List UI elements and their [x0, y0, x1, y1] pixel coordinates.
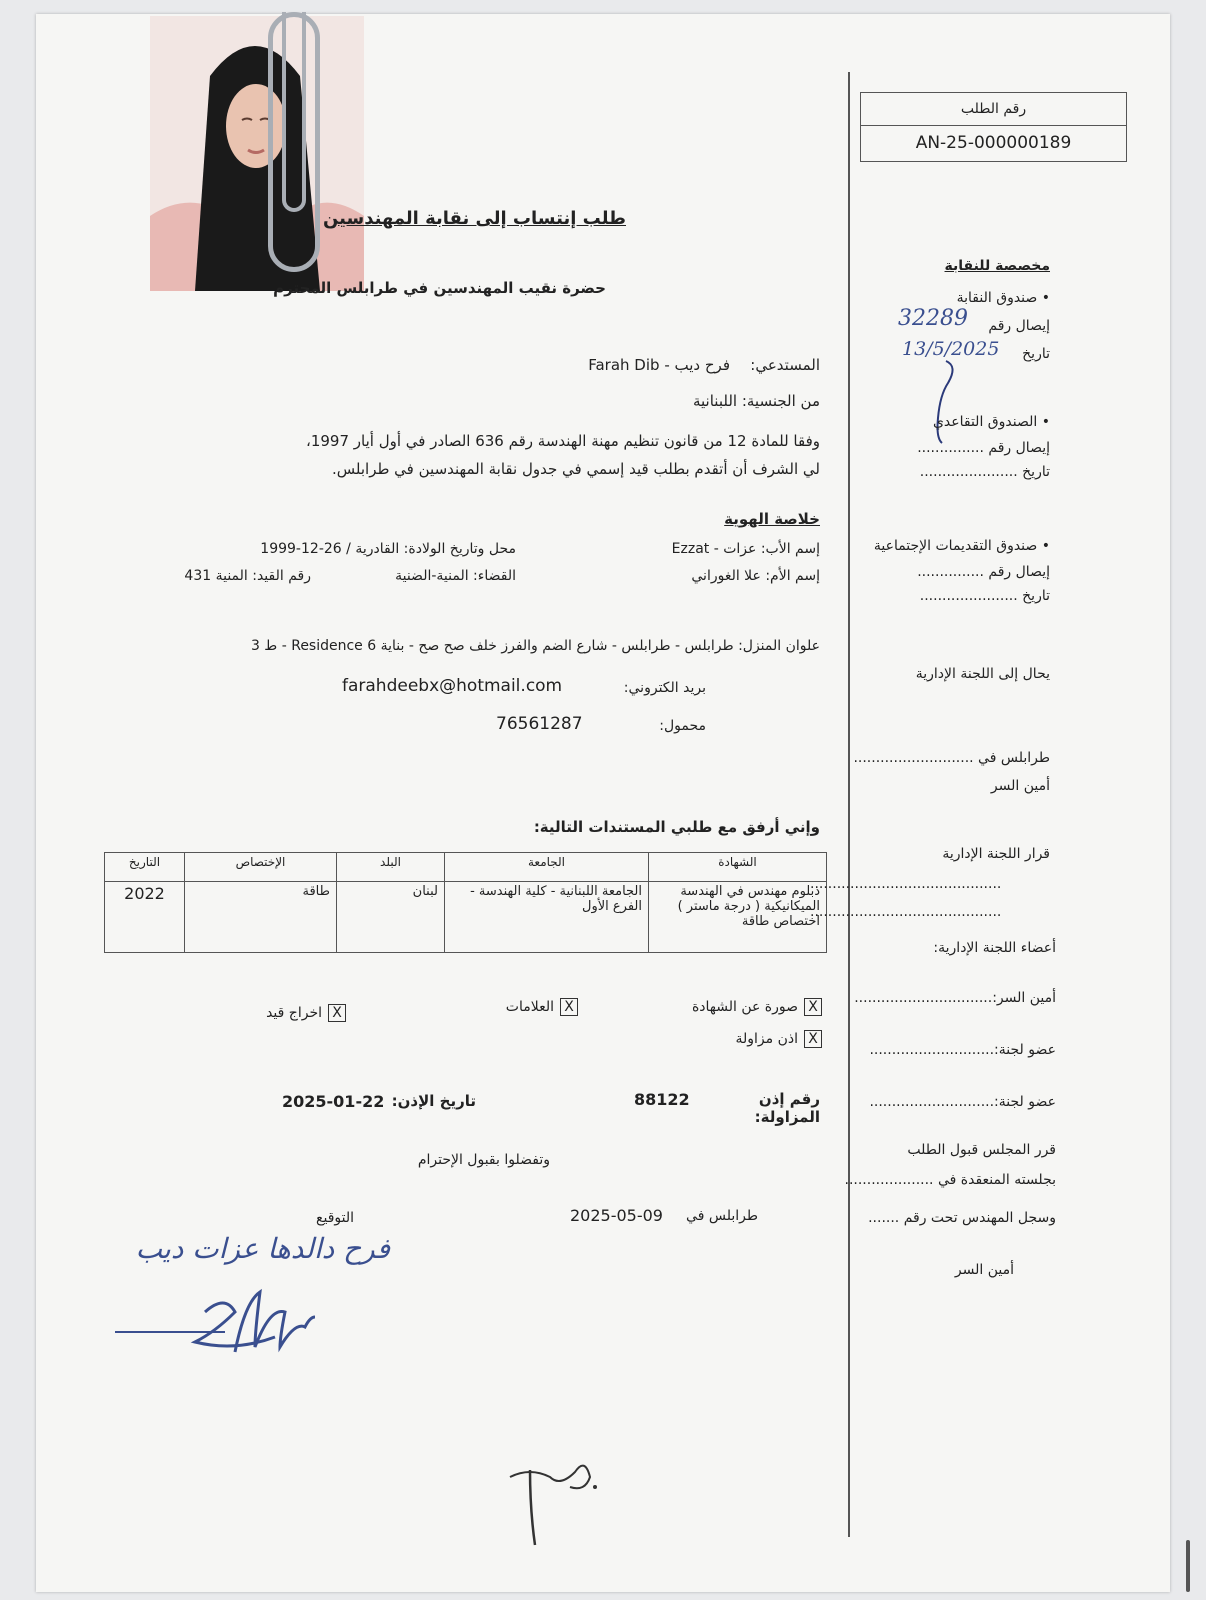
- table-header-row: [105, 853, 827, 882]
- committee-decision-line: ...........................................: [810, 904, 1002, 920]
- table-cell-country: لبنان: [337, 882, 445, 953]
- applicant-label: المستدعي:: [750, 356, 820, 374]
- social-receipt: إيصال رقم ...............: [917, 564, 1050, 580]
- check-label: العلامات: [505, 999, 554, 1015]
- place-date-label: طرابلس في: [686, 1208, 758, 1224]
- official-signature: [505, 1452, 605, 1552]
- union-receipt-label: إيصال رقم: [988, 318, 1050, 334]
- council-session: بجلسته المنعقدة في ....................: [844, 1172, 1056, 1188]
- father-name: إسم الأب: عزات - Ezzat: [671, 541, 820, 557]
- scrollbar-thumb[interactable]: [1186, 1540, 1190, 1592]
- checkbox-checked-icon[interactable]: X: [804, 1030, 822, 1048]
- social-date: تاريخ ......................: [919, 588, 1050, 604]
- applicant-photo: [150, 16, 364, 291]
- check-certificate-copy: [642, 998, 822, 1016]
- receipt-initial-mark: [924, 356, 964, 446]
- request-number: AN-25-000000189: [915, 133, 1072, 153]
- committee-member-1: عضو لجنة:............................: [869, 1042, 1056, 1058]
- checkbox-checked-icon[interactable]: X: [560, 998, 578, 1016]
- documents-table: [104, 852, 827, 953]
- permit-number: 88122: [634, 1090, 690, 1109]
- retirement-date: تاريخ ......................: [919, 464, 1050, 480]
- registry-number: رقم القيد: المنية 431: [184, 568, 311, 584]
- council-decision: قرر المجلس قبول الطلب: [907, 1142, 1056, 1158]
- committee-decision: قرار اللجنة الإدارية: [942, 846, 1050, 862]
- retirement-receipt: إيصال رقم ...............: [917, 440, 1050, 456]
- permit-date-label: تاريخ الإذن:: [391, 1092, 476, 1110]
- check-label: اذن مزاولة: [735, 1031, 798, 1047]
- union-date-label: تاريخ: [1022, 346, 1050, 362]
- table-cell-specialty: طاقة: [185, 882, 337, 953]
- table-row: [105, 882, 827, 953]
- table-cell-degree: دبلوم مهندس في الهندسة الميكانيكية ( درجة ماستر ) اختصاص طاقة: [649, 882, 827, 953]
- mother-name: إسم الأم: علا الغوراني: [691, 568, 820, 584]
- check-registry-extract: [226, 1004, 346, 1022]
- committee-secretary: أمين السر:...............................: [854, 990, 1056, 1006]
- table-cell-date: 2022: [105, 882, 185, 953]
- documents-heading: وإني أرفق مع طلبي المستندات التالية:: [533, 818, 820, 836]
- closing-respect: وتفضلوا بقبول الإحترام: [417, 1152, 550, 1168]
- check-grades: [458, 998, 578, 1016]
- form-title: طلب إنتساب إلى نقابة المهندسين: [322, 208, 626, 229]
- email-value: farahdeebx@hotmail.com: [342, 676, 563, 696]
- committee-decision-line: ...........................................: [810, 876, 1002, 892]
- permit-number-label: رقم إذن المزاولة:: [754, 1090, 820, 1126]
- home-address: علوان المنزل: طرابلس - طرابلس - شارع الضم والفرز خلف صح صح - بناية Residence 6 - ط 3: [250, 638, 820, 654]
- handwritten-name: فرح دالدها عزات ديب: [135, 1232, 390, 1265]
- checkbox-checked-icon[interactable]: X: [804, 998, 822, 1016]
- committee-members: أعضاء اللجنة الإدارية:: [933, 940, 1056, 956]
- refer-tripoli-date: طرابلس في ...........................: [853, 750, 1050, 766]
- permit-date: 2025-01-22: [282, 1092, 385, 1111]
- birth-place-date: محل وتاريخ الولادة: القادرية / 26-12-1999: [260, 541, 516, 557]
- place-date: 2025-05-09: [570, 1206, 663, 1225]
- mobile-value: 76561287: [496, 714, 583, 734]
- check-label: صورة عن الشهادة: [691, 999, 798, 1015]
- column-header: الجامعة: [445, 853, 649, 882]
- union-fund: • صندوق النقابة: [956, 290, 1050, 306]
- check-practice-permit: [642, 1030, 822, 1048]
- column-header: الإختصاص: [185, 853, 337, 882]
- district: القضاء: المنية-الضنية: [395, 568, 516, 584]
- column-header: التاريخ: [105, 853, 185, 882]
- checkbox-checked-icon[interactable]: X: [328, 1004, 346, 1022]
- signature-label: التوقيع: [316, 1210, 354, 1226]
- refer-secretary: أمين السر: [990, 778, 1050, 794]
- registered-as: وسجل المهندس تحت رقم .......: [868, 1210, 1056, 1226]
- statement-line-1: وفقا للمادة 12 من قانون تنظيم مهنة الهندسة رقم 636 الصادر في أول أيار 1997،: [305, 432, 820, 450]
- nationality: من الجنسية: اللبنانية: [692, 392, 820, 410]
- council-secretary: أمين السر: [954, 1262, 1014, 1278]
- identity-heading: خلاصة الهوية: [724, 510, 820, 528]
- sidebar-reserved-heading: مخصصة للنقابة: [944, 258, 1050, 274]
- applicant-signature: [110, 1282, 350, 1372]
- request-number-label: رقم الطلب: [861, 93, 1126, 126]
- column-header: البلد: [337, 853, 445, 882]
- union-receipt-number: 32289: [898, 306, 968, 331]
- addressee: حضرة نقيب المهندسين في طرابلس المحترم: [273, 279, 606, 297]
- table-cell-university: الجامعة اللبنانية - كلية الهندسة - الفرع الأول: [445, 882, 649, 953]
- union-date-value: 13/5/2025: [902, 338, 1000, 360]
- column-header: الشهادة: [649, 853, 827, 882]
- committee-member-2: عضو لجنة:............................: [869, 1094, 1056, 1110]
- email-label: بريد الكتروني:: [623, 680, 706, 696]
- refer-committee: يحال إلى اللجنة الإدارية: [915, 666, 1050, 682]
- retirement-fund: • الصندوق التقاعدي: [932, 414, 1050, 430]
- request-number-box: [860, 92, 1127, 162]
- applicant-name: فرح ديب - Farah Dib: [588, 356, 730, 374]
- paperclip-inner-icon: [282, 12, 306, 212]
- check-label: اخراج قيد: [266, 1005, 322, 1021]
- statement-line-2: لي الشرف أن أتقدم بطلب قيد إسمي في جدول نقابة المهندسين في طرابلس.: [332, 460, 820, 478]
- mobile-label: محمول:: [659, 718, 706, 734]
- social-fund: • صندوق التقديمات الإجتماعية: [873, 538, 1050, 554]
